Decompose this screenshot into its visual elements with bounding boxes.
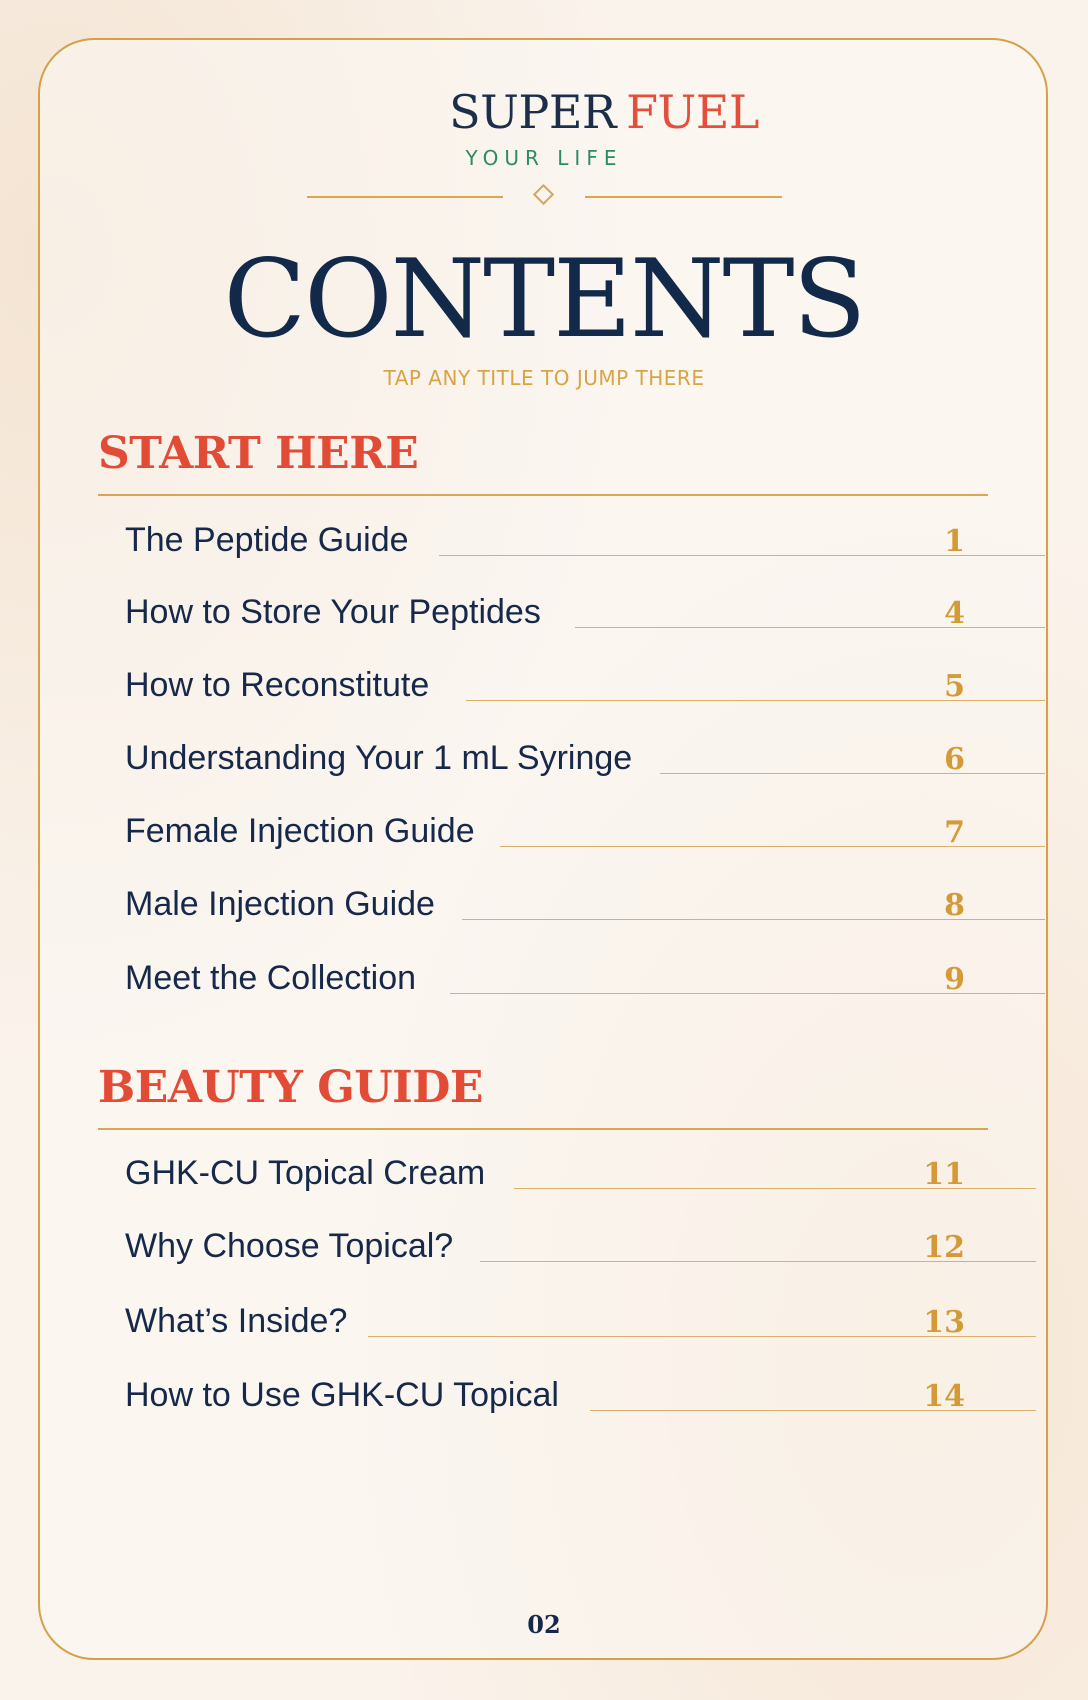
toc-leader-line xyxy=(590,1410,1036,1411)
toc-item-female-injection[interactable] xyxy=(125,808,965,858)
toc-item-title[interactable]: Male Injection Guide xyxy=(125,885,435,923)
toc-item-title[interactable]: Female Injection Guide xyxy=(125,812,475,850)
brand-tagline: YOUR LIFE xyxy=(465,146,623,170)
toc-item-male-injection[interactable] xyxy=(125,881,965,931)
toc-item-why-topical[interactable] xyxy=(125,1223,965,1273)
toc-item-page[interactable]: 11 xyxy=(923,1157,965,1192)
toc-item-title[interactable]: Meet the Collection xyxy=(125,959,417,997)
brand-name-fuel: FUEL xyxy=(626,85,759,139)
section-rule xyxy=(98,494,988,496)
ornament-divider-left xyxy=(307,196,503,198)
toc-leader-line xyxy=(575,627,1045,628)
toc-item-title[interactable]: How to Store Your Peptides xyxy=(125,593,541,631)
ornament-divider-right xyxy=(585,196,782,198)
toc-item-title[interactable]: How to Use GHK-CU Topical xyxy=(125,1376,559,1414)
toc-item-ghk-cu-cream[interactable] xyxy=(125,1150,965,1200)
section-heading-start-here: START HERE xyxy=(98,428,419,479)
section-rule xyxy=(98,1128,988,1130)
toc-item-page[interactable]: 14 xyxy=(923,1379,965,1414)
toc-item-title[interactable]: Why Choose Topical? xyxy=(125,1227,454,1265)
toc-item-collection[interactable] xyxy=(125,955,965,1005)
toc-leader-line xyxy=(660,773,1045,774)
brand-logo xyxy=(0,84,1088,140)
toc-item-page[interactable]: 1 xyxy=(944,524,965,559)
toc-item-page[interactable]: 13 xyxy=(923,1305,965,1340)
toc-item-title[interactable]: GHK-CU Topical Cream xyxy=(125,1154,486,1192)
toc-item-peptide-guide[interactable] xyxy=(125,517,965,567)
page-number: 02 xyxy=(527,1610,561,1639)
toc-item-page[interactable]: 9 xyxy=(944,962,965,997)
toc-item-page[interactable]: 8 xyxy=(944,888,965,923)
toc-item-title[interactable]: Understanding Your 1 mL Syringe xyxy=(125,739,633,777)
toc-item-title[interactable]: How to Reconstitute xyxy=(125,666,430,704)
toc-item-store-peptides[interactable] xyxy=(125,589,965,639)
toc-item-page[interactable]: 7 xyxy=(944,815,965,850)
page-subtitle: TAP ANY TITLE TO JUMP THERE xyxy=(383,366,705,390)
toc-item-title[interactable]: What’s Inside? xyxy=(125,1302,348,1340)
toc-item-whats-inside[interactable] xyxy=(125,1298,965,1348)
toc-item-page[interactable]: 4 xyxy=(944,596,965,631)
page-title: CONTENTS xyxy=(223,237,865,362)
toc-item-how-to-use[interactable] xyxy=(125,1372,965,1422)
toc-item-page[interactable]: 6 xyxy=(944,742,965,777)
toc-item-title[interactable]: The Peptide Guide xyxy=(125,521,409,559)
section-heading-beauty-guide: BEAUTY GUIDE xyxy=(98,1062,483,1113)
toc-item-page[interactable]: 12 xyxy=(923,1230,965,1265)
toc-item-syringe[interactable] xyxy=(125,735,965,785)
brand-name-super: SUPER xyxy=(449,85,617,139)
toc-item-page[interactable]: 5 xyxy=(944,669,965,704)
toc-item-reconstitute[interactable] xyxy=(125,662,965,712)
